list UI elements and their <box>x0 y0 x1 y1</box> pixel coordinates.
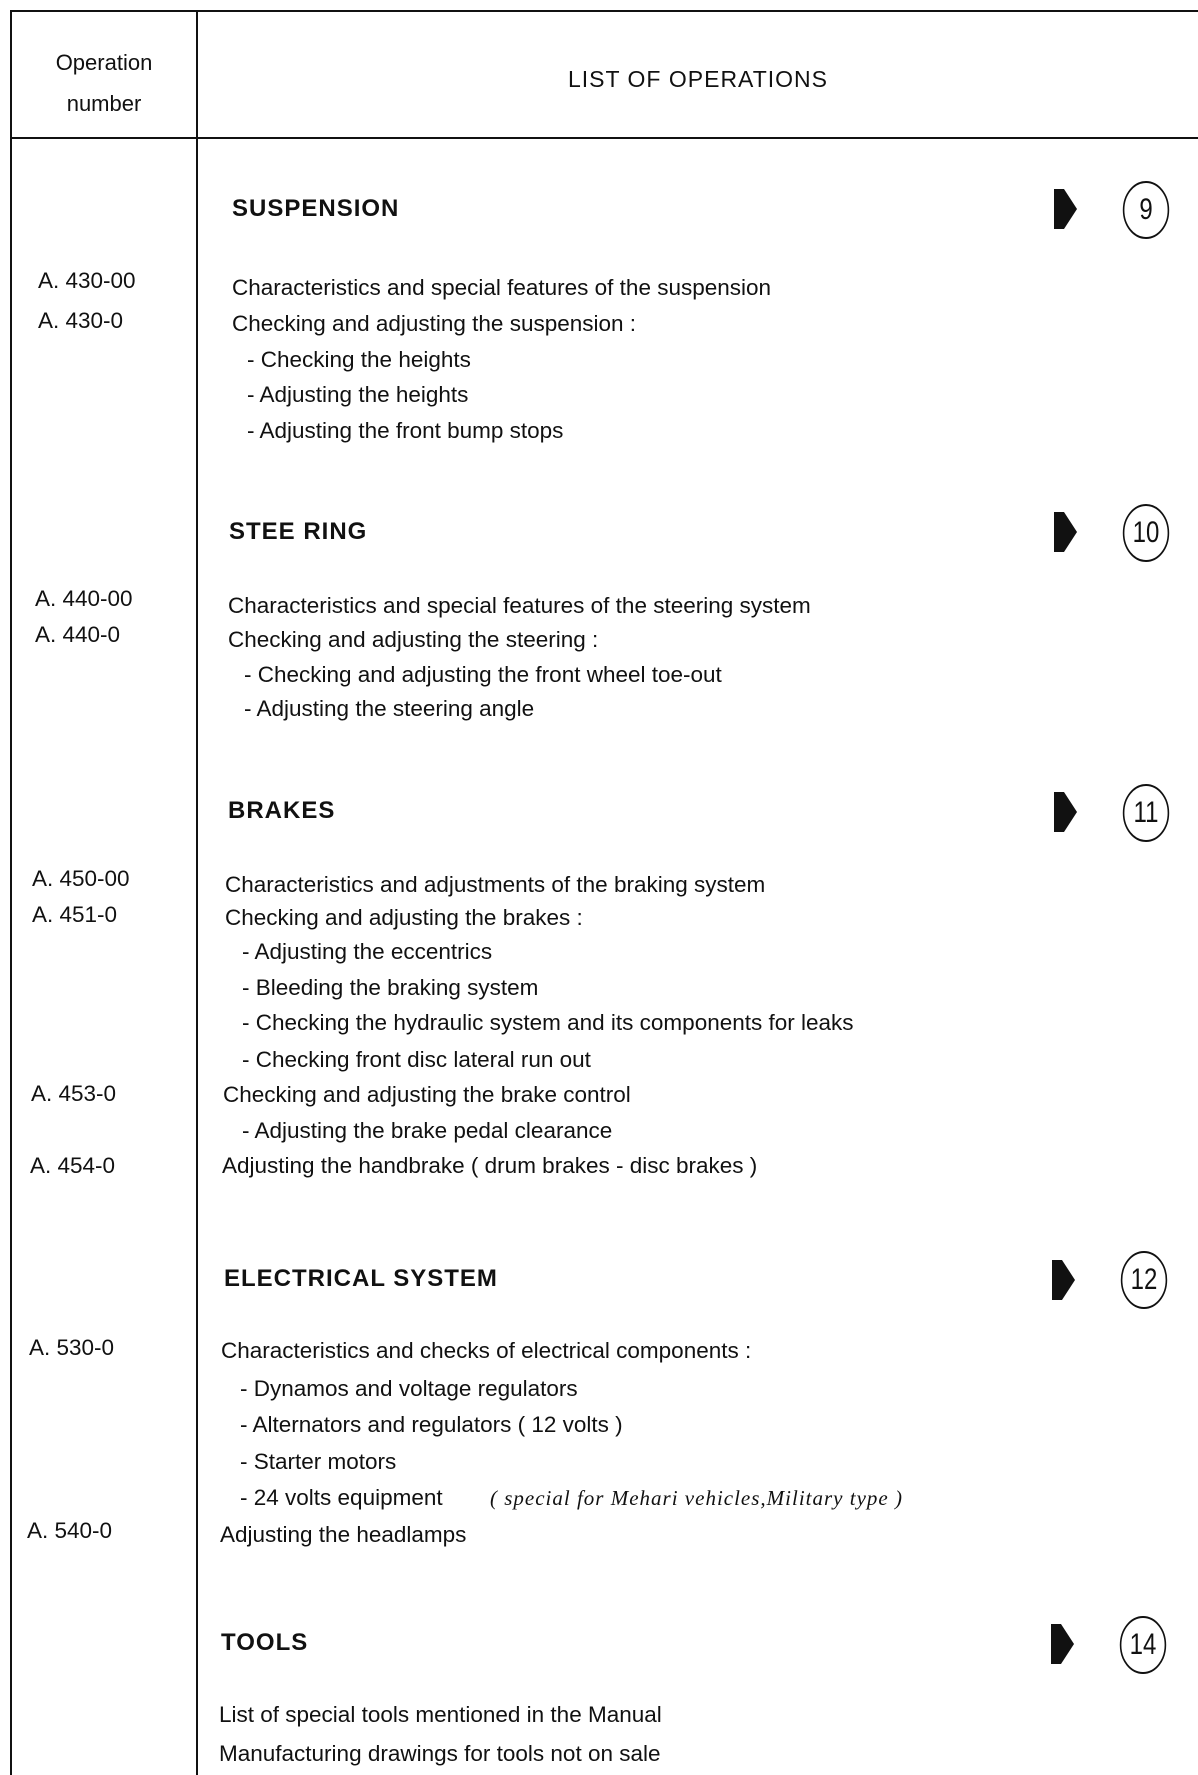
operation-code: A. 430-0 <box>38 308 124 333</box>
operation-line: - 24 volts equipment <box>240 1485 443 1510</box>
operation-line: Characteristics and special features of the suspension <box>232 275 772 300</box>
operation-line: - Alternators and regulators ( 12 volts ) <box>240 1412 623 1437</box>
operation-line: - Bleeding the braking system <box>242 975 539 1000</box>
arrow-icon <box>1049 1620 1075 1668</box>
page-ref-badge: 9 <box>1123 181 1169 239</box>
operation-line: - Checking front disc lateral run out <box>242 1047 591 1072</box>
list-title: LIST OF OPERATIONS <box>568 66 828 92</box>
section-title: SUSPENSION <box>232 195 400 222</box>
arrow-icon <box>1052 508 1078 556</box>
operation-line: Characteristics and special features of the steering system <box>228 593 811 618</box>
column-divider <box>196 10 198 1775</box>
operation-header-line1: Operation <box>55 50 153 75</box>
operation-code: A. 454-0 <box>30 1153 116 1178</box>
operation-line: - Checking the hydraulic system and its components for leaks <box>242 1010 854 1035</box>
operation-line: - Adjusting the steering angle <box>244 696 535 721</box>
operation-code: A. 450-00 <box>32 866 130 891</box>
operation-line: - Adjusting the brake pedal clearance <box>242 1118 613 1143</box>
arrow-icon <box>1052 788 1078 836</box>
operation-number-header <box>12 42 196 124</box>
section-title: TOOLS <box>221 1629 309 1656</box>
operation-code: A. 440-0 <box>35 622 121 647</box>
operation-code: A. 540-0 <box>27 1518 113 1543</box>
operation-line: - Dynamos and voltage regulators <box>240 1376 578 1401</box>
operation-line: Checking and adjusting the brake control <box>223 1082 631 1107</box>
operation-line: Checking and adjusting the steering : <box>228 627 599 652</box>
operation-code: A. 440-00 <box>35 586 133 611</box>
operation-line: - Checking and adjusting the front wheel toe-out <box>244 662 722 687</box>
operation-line: Checking and adjusting the brakes : <box>225 905 583 930</box>
section-title: ELECTRICAL SYSTEM <box>224 1265 498 1292</box>
operation-code: A. 451-0 <box>32 902 118 927</box>
operation-line: Characteristics and adjustments of the braking system <box>225 872 766 897</box>
operation-line: - Adjusting the eccentrics <box>242 939 493 964</box>
header-divider <box>10 137 1198 139</box>
operation-line: Checking and adjusting the suspension : <box>232 311 637 336</box>
operation-line: Adjusting the handbrake ( drum brakes - disc brakes ) <box>222 1153 758 1178</box>
operation-line: Adjusting the headlamps <box>220 1522 467 1547</box>
operation-header-line2: number <box>66 91 142 116</box>
operation-line: Characteristics and checks of electrical components : <box>221 1338 752 1363</box>
operation-line: - Adjusting the front bump stops <box>247 418 564 443</box>
operation-line: Manufacturing drawings for tools not on sale <box>219 1741 661 1766</box>
operation-code: A. 453-0 <box>31 1081 117 1106</box>
operation-code: A. 430-00 <box>38 268 136 293</box>
operation-line: - Starter motors <box>240 1449 397 1474</box>
page-ref-badge: 10 <box>1123 504 1169 562</box>
arrow-icon <box>1052 185 1078 233</box>
arrow-icon <box>1050 1256 1076 1304</box>
page-ref-badge: 12 <box>1121 1251 1167 1309</box>
section-title: BRAKES <box>228 797 336 824</box>
page-ref-badge: 11 <box>1123 784 1169 842</box>
section-title: STEE RING <box>229 518 368 545</box>
operation-line: - Checking the heights <box>247 347 471 372</box>
operation-line: List of special tools mentioned in the Manual <box>219 1702 662 1727</box>
operation-code: A. 530-0 <box>29 1335 115 1360</box>
page-ref-badge: 14 <box>1120 1616 1166 1674</box>
military-note: ( special for Mehari vehicles,Military type ) <box>490 1486 903 1510</box>
operation-line: - Adjusting the heights <box>247 382 469 407</box>
